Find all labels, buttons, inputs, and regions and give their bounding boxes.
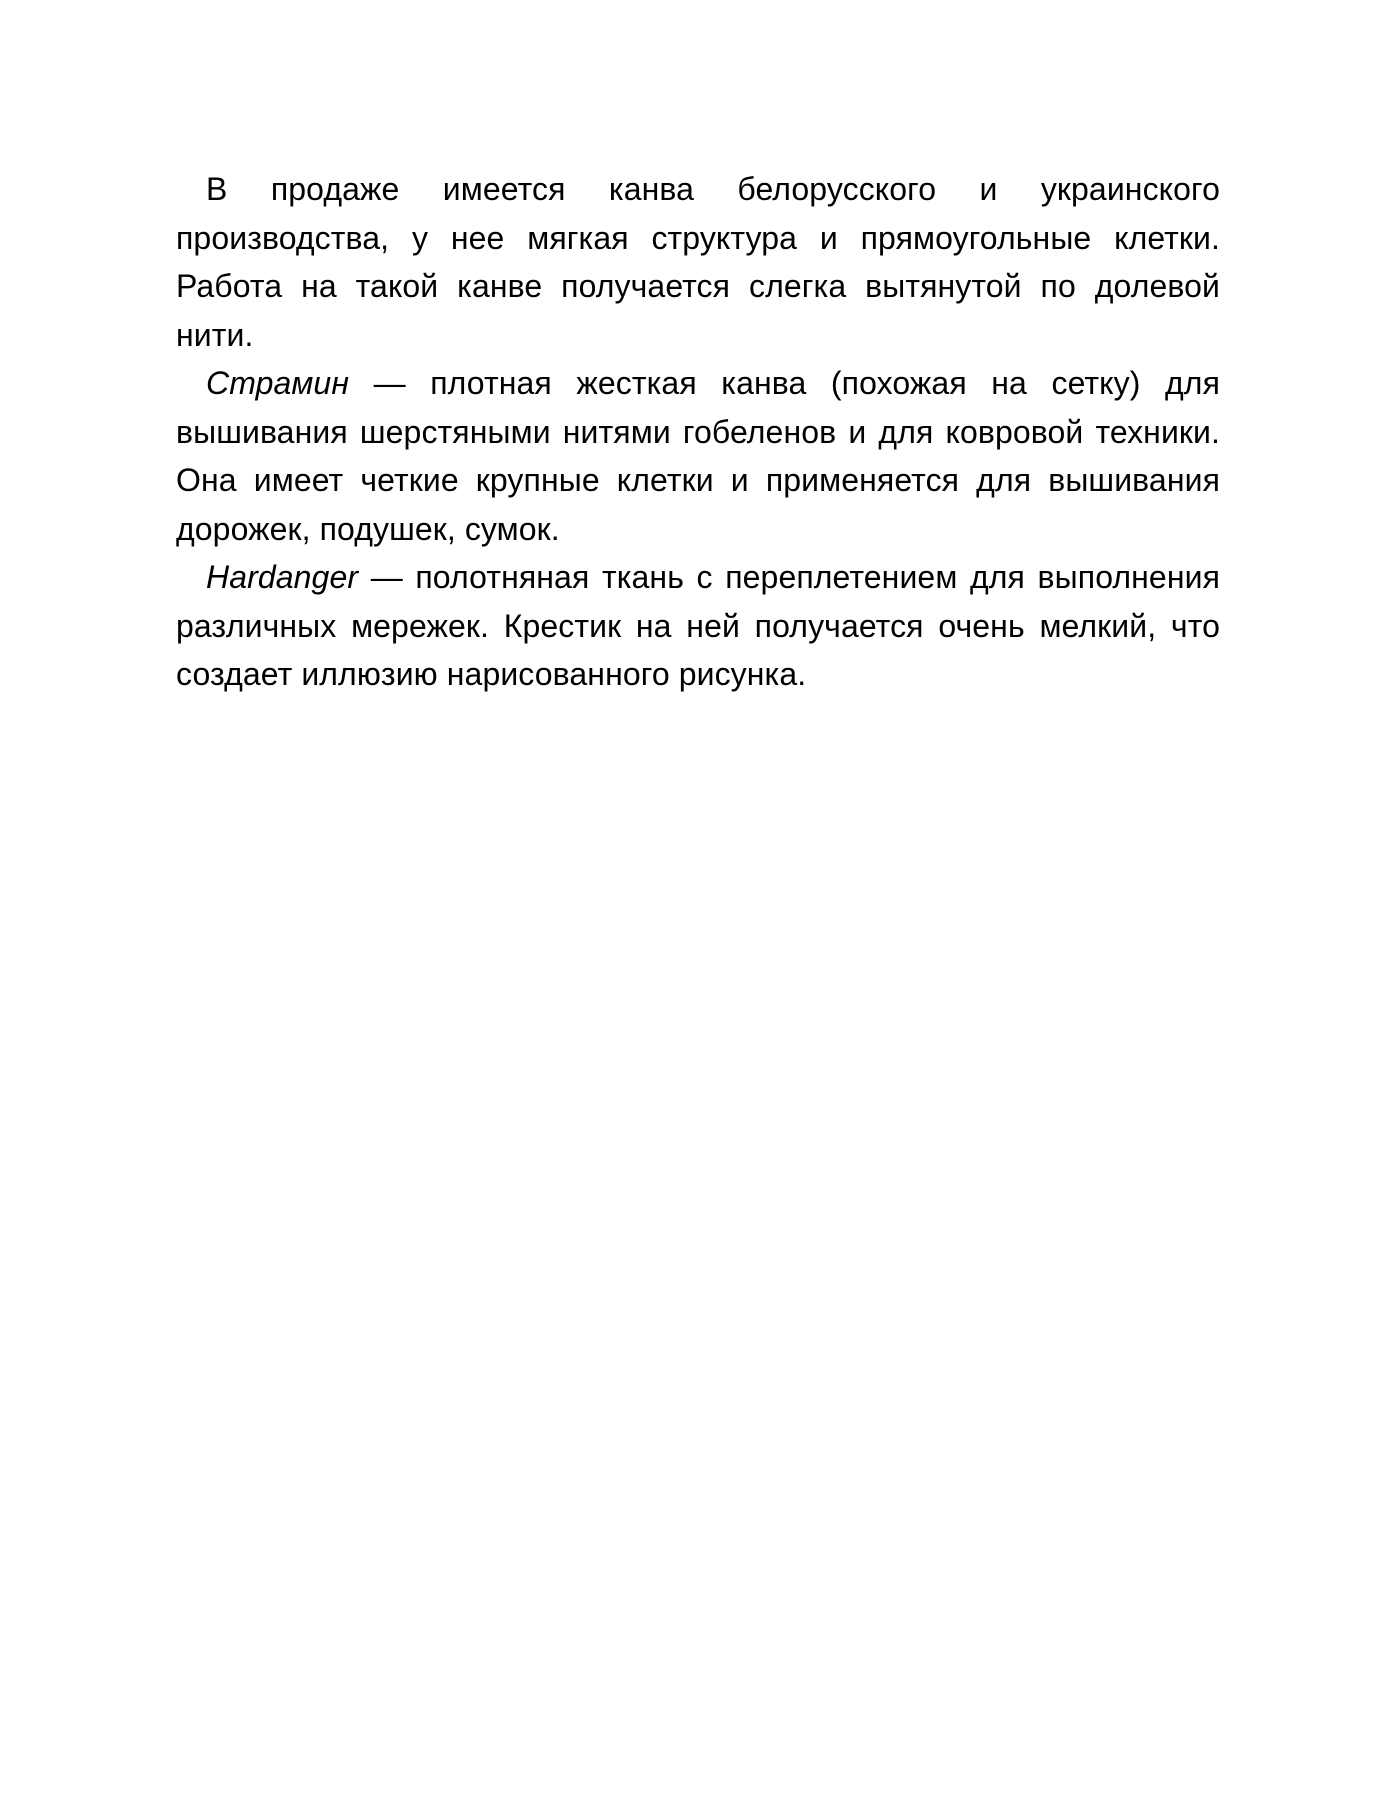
paragraph-text: — полотняная ткань с переплетением для выполнения различных мережек. Крестик на ней получается очень мелкий, что создает иллюзию нарисованного рисунка.: [176, 559, 1220, 692]
term-hardanger: Hardanger: [206, 559, 359, 595]
paragraph-text: — плотная жесткая канва (похожая на сетку) для вышивания шерстяными нитями гобеленов и для ковровой техники. Она имеет четкие крупные клетки и применяется для вышивания дорожек, подушек, сумок.: [176, 365, 1220, 547]
term-stramin: Страмин: [206, 365, 350, 401]
paragraph-stramin: [176, 359, 1220, 553]
paragraph-canvas-origin: [176, 165, 1220, 359]
paragraph-hardanger: [176, 553, 1220, 699]
paragraph-text: В продаже имеется канва белорусского и украинского производства, у нее мягкая структура и прямоугольные клетки. Работа на такой канве получается слегка вытянутой по долевой нити.: [176, 171, 1220, 353]
body-text: [176, 165, 1220, 699]
